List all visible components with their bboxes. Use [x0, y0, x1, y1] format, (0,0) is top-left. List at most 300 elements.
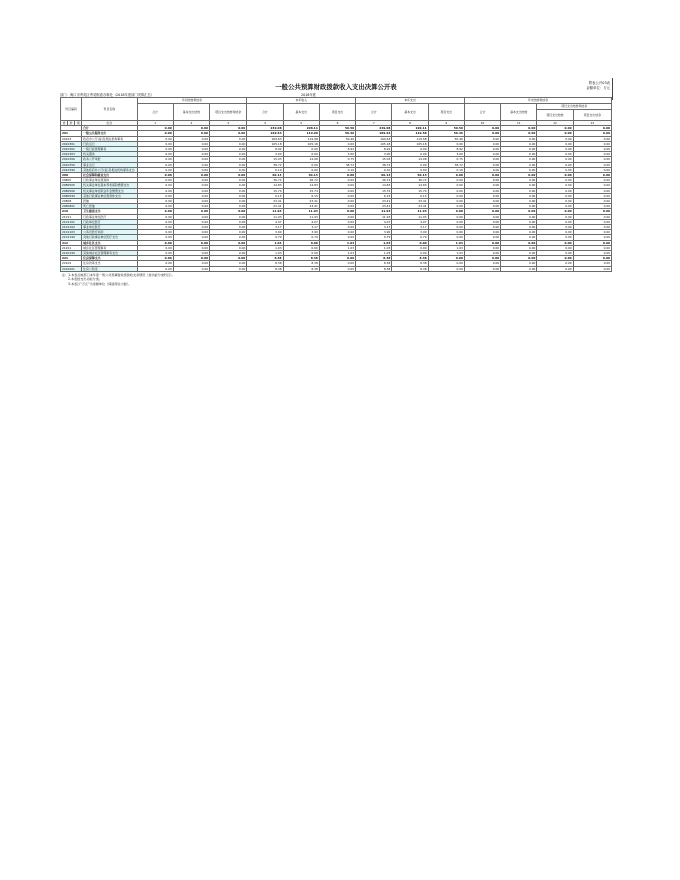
amount-cell: 0.00: [137, 266, 173, 271]
amount-cell: 0.00: [464, 266, 500, 271]
amount-cell: 169.63: [247, 136, 283, 141]
amount-cell: 0.00: [537, 219, 573, 224]
amount-cell: 0.00: [573, 183, 611, 188]
amount-cell: 0.00: [537, 251, 573, 256]
amount-cell: 15.74: [283, 188, 319, 193]
footnote: 2.本表按支出功能分类。: [68, 277, 102, 282]
subject-name: 一般行政管理事务: [82, 147, 137, 152]
amount-cell: 36.72: [356, 178, 392, 183]
index-cell: 3: [210, 121, 247, 126]
amount-cell: 50.50: [428, 126, 464, 131]
amount-cell: 0.00: [210, 225, 247, 230]
amount-cell: 0.00: [537, 245, 573, 250]
amount-cell: 199.11: [392, 126, 428, 131]
amount-cell: 0.00: [428, 199, 464, 204]
amount-cell: 0.00: [537, 209, 573, 214]
header-project-carry: 项目支出结转和结余: [210, 104, 247, 121]
amount-cell: 15.03: [247, 157, 283, 162]
amount-cell: 0.00: [501, 136, 537, 141]
amount-cell: 11.93: [392, 209, 428, 214]
amount-cell: 0.00: [537, 225, 573, 230]
amount-cell: 8.92: [356, 147, 392, 152]
amount-cell: 0.00: [501, 199, 537, 204]
amount-cell: 0.00: [501, 147, 537, 152]
amount-cell: 14.08: [392, 157, 428, 162]
amount-cell: 0.00: [464, 204, 500, 209]
amount-cell: 14.83: [247, 183, 283, 188]
amount-cell: 0.00: [173, 230, 209, 235]
amount-cell: 0.00: [137, 261, 173, 266]
amount-cell: 38.72: [247, 162, 283, 167]
amount-cell: 6.15: [392, 193, 428, 198]
amount-cell: 0.00: [501, 209, 537, 214]
amount-cell: 0.00: [319, 225, 355, 230]
amount-cell: 0.00: [392, 167, 428, 172]
amount-cell: 0.00: [137, 209, 173, 214]
header-end-project-surplus: 项目支出结余: [573, 110, 611, 121]
amount-cell: 0.00: [137, 193, 173, 198]
amount-cell: 1.03: [428, 251, 464, 256]
amount-cell: 0.00: [464, 230, 500, 235]
index-cell: 9: [428, 121, 464, 126]
amount-cell: 8.38: [283, 266, 319, 271]
amount-cell: 0.00: [319, 188, 355, 193]
amount-cell: 0.00: [319, 199, 355, 204]
amount-cell: 0.00: [464, 141, 500, 146]
amount-cell: 0.00: [210, 188, 247, 193]
amount-cell: 0.00: [501, 251, 537, 256]
amount-cell: 0.00: [210, 167, 247, 172]
amount-cell: 0.00: [173, 204, 209, 209]
amount-cell: 0.00: [319, 256, 355, 261]
amount-cell: 8.38: [283, 256, 319, 261]
subject-name: 住房保障支出: [82, 256, 137, 261]
header-name: 科目名称: [82, 98, 137, 121]
amount-cell: 0.00: [210, 235, 247, 240]
subject-name: 卫生健康支出: [82, 209, 137, 214]
amount-cell: 0.00: [392, 147, 428, 152]
amount-cell: 0.00: [173, 225, 209, 230]
amount-cell: 0.00: [210, 136, 247, 141]
header-end-basic: 基本支出结转: [501, 104, 537, 121]
amount-cell: 0.00: [392, 162, 428, 167]
amount-cell: 6.15: [283, 193, 319, 198]
amount-cell: 8.38: [356, 261, 392, 266]
amount-cell: 1.03: [247, 245, 283, 250]
header-expense-basic: 基本支出: [392, 104, 428, 121]
amount-cell: 0.00: [464, 183, 500, 188]
amount-cell: 8.92: [319, 147, 355, 152]
amount-cell: 0.75: [428, 157, 464, 162]
amount-cell: 0.00: [210, 162, 247, 167]
amount-cell: 0.00: [210, 209, 247, 214]
amount-cell: 11.93: [356, 209, 392, 214]
report-title: 一般公共预算财政拨款收入支出决算公开表: [275, 83, 397, 91]
amount-cell: 0.00: [428, 173, 464, 178]
amount-cell: 0.00: [573, 256, 611, 261]
amount-cell: 0.00: [573, 147, 611, 152]
report-sheet: [60, 78, 612, 287]
amount-cell: 0.00: [319, 193, 355, 198]
amount-cell: 0.00: [137, 245, 173, 250]
budget-table: [60, 97, 612, 272]
amount-cell: 14.83: [283, 183, 319, 188]
amount-cell: 0.00: [210, 261, 247, 266]
table-body: [61, 121, 612, 272]
amount-cell: 0.00: [537, 204, 573, 209]
amount-cell: 0.00: [501, 245, 537, 250]
subject-code: 210: [61, 209, 82, 214]
amount-cell: 0.00: [537, 126, 573, 131]
amount-cell: 0.00: [428, 178, 464, 183]
amount-cell: 0.00: [428, 256, 464, 261]
amount-cell: 8.38: [247, 256, 283, 261]
amount-cell: 0.00: [173, 126, 209, 131]
amount-cell: 23.41: [247, 204, 283, 209]
subject-name: 抚恤: [82, 199, 137, 204]
amount-cell: 0.00: [464, 136, 500, 141]
amount-cell: 0.00: [173, 266, 209, 271]
amount-cell: 8.38: [392, 256, 428, 261]
form-corner: [586, 81, 610, 91]
amount-cell: 0.00: [210, 157, 247, 162]
amount-cell: 3.17: [356, 225, 392, 230]
amount-cell: 0.00: [501, 261, 537, 266]
header-group-expense: 本年支出: [356, 98, 465, 104]
subject-code: 2101102: [61, 225, 82, 230]
subject-name: 城乡社区支出: [82, 240, 137, 245]
subject-code: 2010350: [61, 162, 82, 167]
amount-cell: 23.41: [356, 204, 392, 209]
amount-cell: 3.90: [247, 230, 283, 235]
amount-cell: 0.00: [210, 245, 247, 250]
amount-cell: 0.00: [210, 256, 247, 261]
amount-cell: 0.00: [210, 141, 247, 146]
amount-cell: 0.00: [210, 266, 247, 271]
amount-cell: 0.00: [137, 162, 173, 167]
amount-cell: 0.00: [319, 209, 355, 214]
amount-cell: 0.00: [537, 266, 573, 271]
amount-cell: 3.17: [247, 225, 283, 230]
amount-cell: 0.00: [573, 157, 611, 162]
amount-cell: 0.00: [537, 240, 573, 245]
subject-code: 212: [61, 240, 82, 245]
amount-cell: 0.00: [501, 193, 537, 198]
amount-cell: 0.00: [537, 152, 573, 157]
amount-cell: 0.00: [319, 204, 355, 209]
amount-cell: 0.00: [464, 147, 500, 152]
amount-cell: 0.00: [573, 240, 611, 245]
amount-cell: 0.00: [573, 152, 611, 157]
amount-cell: 0.00: [210, 193, 247, 198]
amount-cell: 0.00: [319, 261, 355, 266]
amount-cell: 0.00: [392, 152, 428, 157]
amount-cell: 0.00: [464, 188, 500, 193]
amount-cell: 0.00: [573, 214, 611, 219]
amount-cell: 0.00: [501, 178, 537, 183]
amount-cell: 3.00: [319, 152, 355, 157]
amount-cell: 0.00: [537, 167, 573, 172]
amount-cell: 0.00: [537, 261, 573, 266]
amount-cell: 0.00: [573, 141, 611, 146]
amount-cell: 0.00: [537, 157, 573, 162]
amount-cell: 0.00: [573, 204, 611, 209]
amount-cell: 0.00: [173, 235, 209, 240]
amount-cell: 169.63: [356, 131, 392, 136]
amount-cell: 1.03: [428, 245, 464, 250]
amount-cell: 0.00: [428, 204, 464, 209]
amount-cell: 0.00: [501, 214, 537, 219]
subject-code: 201: [61, 131, 82, 136]
amount-cell: 105.18: [283, 141, 319, 146]
amount-cell: 0.00: [392, 240, 428, 245]
amount-cell: 0.00: [537, 141, 573, 146]
header-income-project: 项目支出: [319, 104, 355, 121]
subject-code: 2101103: [61, 230, 82, 235]
amount-cell: 14.08: [283, 157, 319, 162]
amount-cell: 0.00: [573, 251, 611, 256]
amount-cell: 0.00: [428, 261, 464, 266]
amount-cell: 4.07: [283, 219, 319, 224]
amount-cell: 1.03: [319, 251, 355, 256]
fiscal-year: 2018年度: [301, 93, 316, 97]
amount-cell: 0.00: [464, 162, 500, 167]
amount-cell: 1.03: [356, 251, 392, 256]
amount-cell: 0.79: [392, 235, 428, 240]
amount-cell: 0.00: [392, 251, 428, 256]
subject-name: 行政运行: [82, 141, 137, 146]
amount-cell: 8.92: [428, 147, 464, 152]
header-total: 合计: [137, 104, 173, 121]
subject-name: 行政单位医疗: [82, 219, 137, 224]
table-header: [61, 98, 612, 121]
amount-cell: 0.00: [501, 235, 537, 240]
amount-unit: 金额单位：万元: [586, 86, 610, 90]
subject-code: 20103: [61, 136, 82, 141]
subject-name: 机关事业单位基本养老保险缴费支出: [82, 183, 137, 188]
subject-name: 一般公共服务支出: [82, 131, 137, 136]
amount-cell: 0.00: [428, 193, 464, 198]
amount-cell: 15.74: [356, 188, 392, 193]
amount-cell: 0.00: [428, 214, 464, 219]
subject-name: 机关服务: [82, 152, 137, 157]
amount-cell: 0.00: [501, 126, 537, 131]
amount-cell: 36.72: [247, 178, 283, 183]
amount-cell: 0.79: [356, 235, 392, 240]
amount-cell: 0.00: [210, 126, 247, 131]
amount-cell: 0.00: [137, 230, 173, 235]
header-group-begin: 年初结转和结余: [137, 98, 247, 104]
amount-cell: 0.00: [283, 162, 319, 167]
amount-cell: 0.00: [464, 173, 500, 178]
amount-cell: 0.00: [173, 162, 209, 167]
amount-cell: 0.00: [573, 173, 611, 178]
subject-name: 其他城乡社区管理事务支出: [82, 251, 137, 256]
subject-name: 城乡社区管理事务: [82, 245, 137, 250]
amount-cell: 0.00: [537, 131, 573, 136]
amount-cell: 0.00: [573, 162, 611, 167]
amount-cell: 0.00: [210, 183, 247, 188]
header-end-project-carry: 项目支出结转: [537, 110, 573, 121]
amount-cell: 0.00: [137, 152, 173, 157]
header-end-project-group: 项目支出结转和结余: [537, 104, 612, 110]
amount-cell: 0.00: [537, 256, 573, 261]
amount-cell: 0.00: [573, 266, 611, 271]
amount-cell: 0.79: [247, 235, 283, 240]
amount-cell: 50.46: [319, 136, 355, 141]
amount-cell: 0.00: [428, 183, 464, 188]
header-basic-carry: 基本支出结转: [173, 104, 209, 121]
amount-cell: 11.93: [247, 214, 283, 219]
amount-cell: 11.93: [392, 214, 428, 219]
amount-cell: 0.00: [464, 240, 500, 245]
page-edge-line: [612, 78, 613, 100]
amount-cell: 0.00: [573, 225, 611, 230]
amount-cell: 249.08: [356, 126, 392, 131]
amount-cell: 6.15: [356, 193, 392, 198]
amount-cell: 0.79: [283, 235, 319, 240]
amount-cell: 0.00: [210, 173, 247, 178]
index-cell: 13: [573, 121, 611, 126]
amount-cell: 36.72: [283, 178, 319, 183]
amount-cell: 0.00: [501, 256, 537, 261]
amount-cell: 0.10: [428, 167, 464, 172]
amount-cell: 0.00: [428, 235, 464, 240]
amount-cell: 50.46: [428, 136, 464, 141]
amount-cell: 15.74: [392, 188, 428, 193]
amount-cell: 0.00: [392, 245, 428, 250]
subject-code: 20805: [61, 178, 82, 183]
amount-cell: 0.00: [173, 193, 209, 198]
amount-cell: 1.03: [319, 240, 355, 245]
amount-cell: 0.00: [319, 266, 355, 271]
amount-cell: 0.00: [573, 199, 611, 204]
subject-name: 行政事业单位医疗: [82, 214, 137, 219]
amount-cell: 8.38: [247, 261, 283, 266]
amount-cell: 0.00: [501, 219, 537, 224]
amount-cell: 0.00: [537, 188, 573, 193]
amount-cell: 0.00: [428, 225, 464, 230]
amount-cell: 3.00: [428, 152, 464, 157]
amount-cell: 0.00: [137, 173, 173, 178]
subject-code: 20808: [61, 199, 82, 204]
header-expense-total: 合计: [356, 104, 392, 121]
amount-cell: 0.00: [501, 204, 537, 209]
amount-cell: 0.00: [319, 235, 355, 240]
amount-cell: 0.00: [464, 219, 500, 224]
amount-cell: 4.07: [356, 219, 392, 224]
amount-cell: 0.00: [464, 178, 500, 183]
header-end-total: 合计: [464, 104, 500, 121]
subject-name: 合计: [82, 126, 137, 131]
subject-code: 2010399: [61, 167, 82, 172]
amount-cell: 0.00: [173, 136, 209, 141]
index-cell: 6: [319, 121, 355, 126]
header-group-income: 本年收入: [247, 98, 356, 104]
amount-cell: 0.00: [173, 209, 209, 214]
amount-cell: 8.38: [392, 261, 428, 266]
amount-cell: 0.00: [537, 183, 573, 188]
subject-name: 政府办公厅(室)及相关机构事务: [82, 136, 137, 141]
amount-cell: 4.07: [392, 219, 428, 224]
footnotes: [60, 273, 612, 287]
amount-cell: 0.00: [573, 230, 611, 235]
amount-cell: 8.38: [247, 266, 283, 271]
amount-cell: 0.00: [173, 183, 209, 188]
subject-code: 2010303: [61, 152, 82, 157]
amount-cell: 0.00: [464, 245, 500, 250]
amount-cell: 11.93: [247, 209, 283, 214]
subject-name: 其他行政事业单位医疗支出: [82, 235, 137, 240]
subject-code: 2101199: [61, 235, 82, 240]
amount-cell: 3.90: [283, 230, 319, 235]
amount-cell: 0.00: [173, 157, 209, 162]
subject-code: 2010302: [61, 147, 82, 152]
subject-name: 行政事业单位离退休: [82, 178, 137, 183]
amount-cell: 0.00: [173, 251, 209, 256]
amount-cell: 0.00: [210, 230, 247, 235]
amount-cell: 0.00: [210, 199, 247, 204]
amount-cell: 0.00: [501, 131, 537, 136]
amount-cell: 4.07: [247, 219, 283, 224]
amount-cell: 169.63: [356, 136, 392, 141]
amount-cell: 0.00: [283, 251, 319, 256]
amount-cell: 0.00: [573, 178, 611, 183]
report-meta: [60, 91, 612, 97]
index-cell: 7: [356, 121, 392, 126]
amount-cell: 14.83: [356, 183, 392, 188]
amount-cell: 0.00: [319, 219, 355, 224]
amount-cell: 0.00: [501, 266, 537, 271]
amount-cell: 0.00: [537, 136, 573, 141]
amount-cell: 0.00: [173, 178, 209, 183]
subject-name: 社会保障和就业支出: [82, 173, 137, 178]
form-number: 附表公开03表: [588, 81, 610, 85]
subject-name: 死亡抚恤: [82, 204, 137, 209]
amount-cell: 249.08: [247, 126, 283, 131]
subject-name: 其他行政事业单位离退休支出: [82, 193, 137, 198]
amount-cell: 0.00: [464, 261, 500, 266]
amount-cell: 0.00: [173, 245, 209, 250]
amount-cell: 11.93: [283, 209, 319, 214]
subject-code: 22102: [61, 261, 82, 266]
amount-cell: 8.38: [356, 266, 392, 271]
amount-cell: 0.00: [319, 141, 355, 146]
amount-cell: 0.00: [137, 188, 173, 193]
amount-cell: 0.00: [173, 173, 209, 178]
amount-cell: 23.41: [356, 199, 392, 204]
subject-name: 事业单位医疗: [82, 225, 137, 230]
header-group-end: 年末结转和结余: [464, 98, 611, 104]
amount-cell: 0.00: [137, 235, 173, 240]
header-expense-project: 项目支出: [428, 104, 464, 121]
amount-cell: 0.00: [137, 167, 173, 172]
amount-cell: 38.72: [319, 162, 355, 167]
amount-cell: 0.00: [210, 214, 247, 219]
amount-cell: 15.03: [356, 157, 392, 162]
amount-cell: 50.46: [319, 131, 355, 136]
amount-cell: 0.00: [537, 193, 573, 198]
amount-cell: 0.00: [537, 230, 573, 235]
amount-cell: 105.18: [392, 141, 428, 146]
amount-cell: 3.00: [247, 152, 283, 157]
amount-cell: 0.00: [501, 173, 537, 178]
footnote: 3.本表以“万元”为金额单位（保留两位小数）。: [68, 282, 132, 287]
amount-cell: 0.00: [210, 219, 247, 224]
amount-cell: 0.00: [428, 230, 464, 235]
amount-cell: 0.00: [464, 199, 500, 204]
amount-cell: 0.00: [464, 152, 500, 157]
